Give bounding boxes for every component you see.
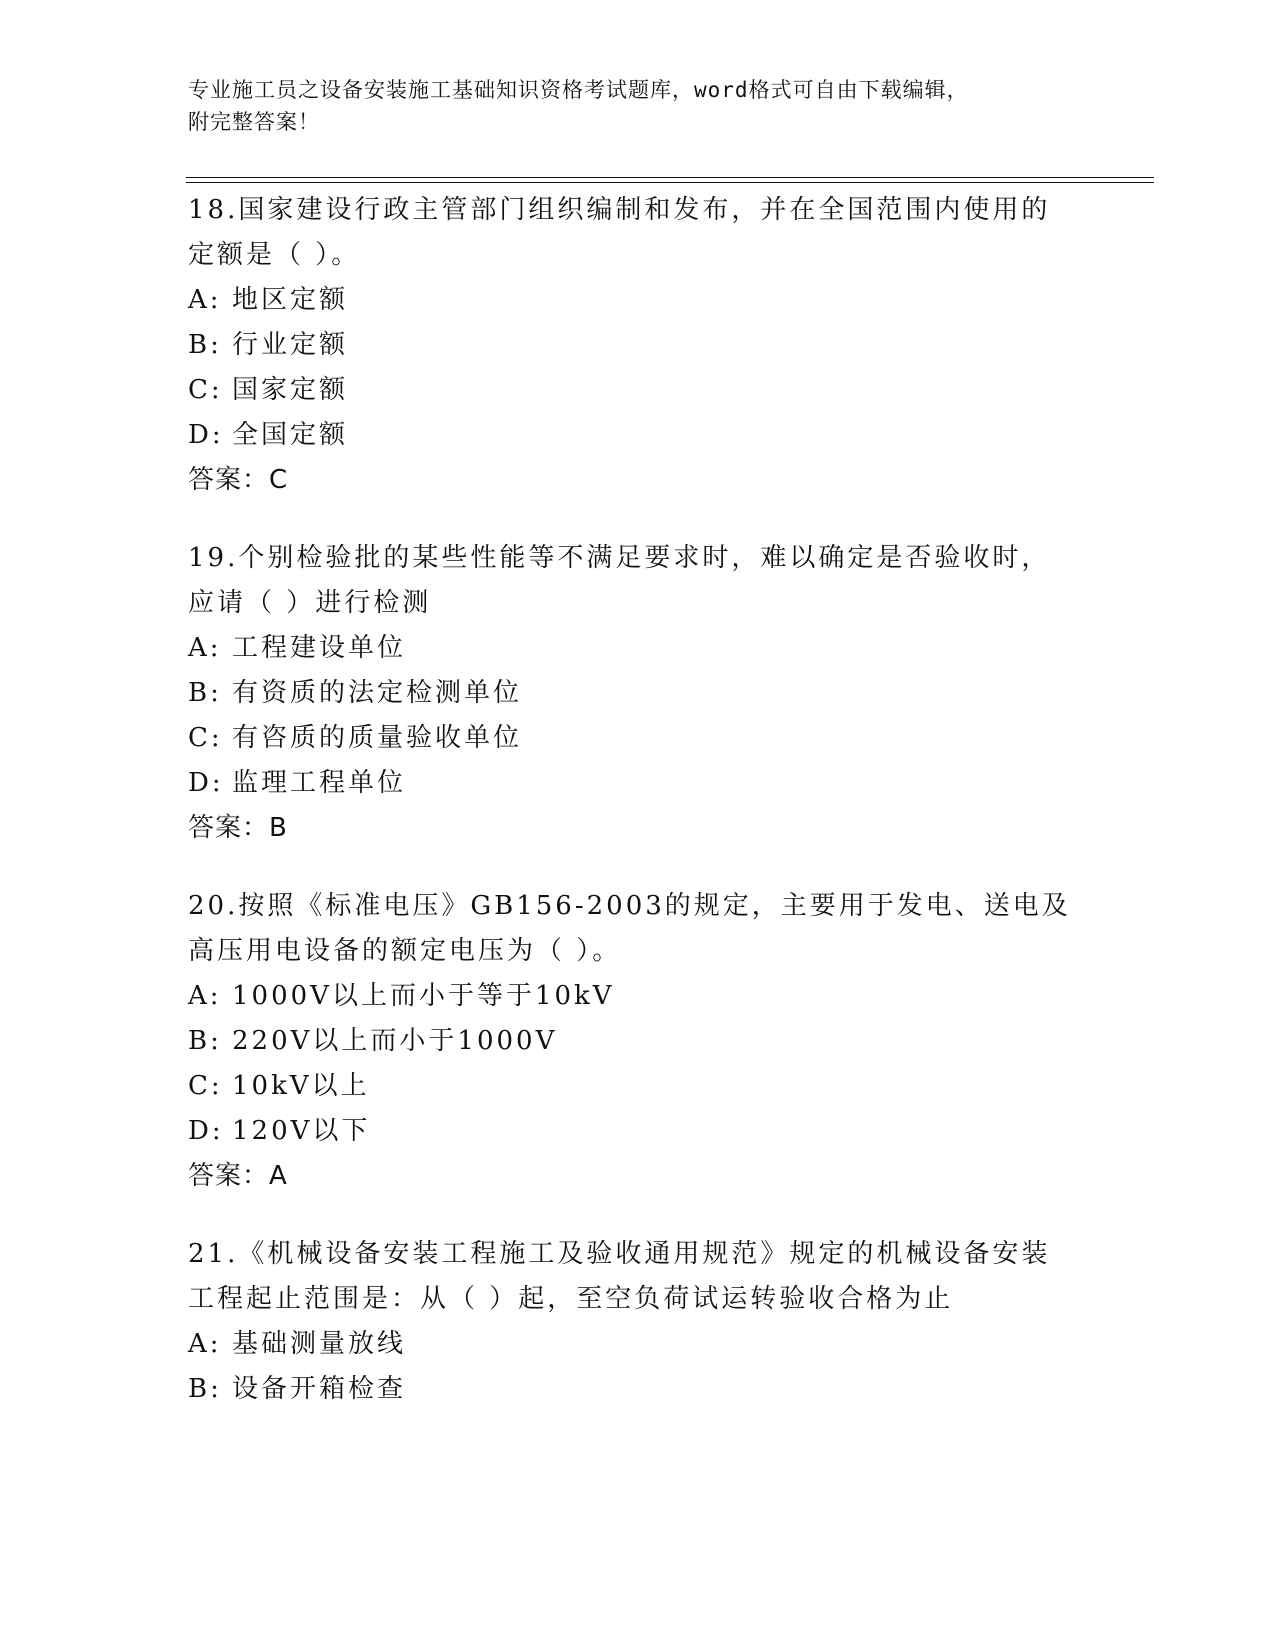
option-key: D: xyxy=(188,1116,224,1146)
option-key: D: xyxy=(188,420,224,450)
option-key: C: xyxy=(188,375,223,405)
option-text: 120V以下 xyxy=(232,1116,371,1146)
option-d xyxy=(188,413,1088,458)
option-text: 监理工程单位 xyxy=(232,768,407,798)
option-key: D: xyxy=(188,768,224,798)
option-c xyxy=(188,1064,1088,1109)
option-text: 行业定额 xyxy=(232,330,349,360)
question-20 xyxy=(188,884,1088,1199)
option-text: 10kV以上 xyxy=(232,1071,370,1101)
question-stem: 20.按照《标准电压》GB156-2003的规定，主要用于发电、送电及高压用电设备的额定电压为（ ）。 xyxy=(188,891,1071,966)
option-text: 国家定额 xyxy=(232,375,349,405)
option-b xyxy=(188,671,1088,716)
question-19 xyxy=(188,536,1088,851)
option-a xyxy=(188,1322,1088,1367)
option-key: A: xyxy=(188,285,222,315)
option-key: A: xyxy=(188,981,222,1011)
option-text: 220V以上而小于1000V xyxy=(232,1026,558,1056)
header-divider-bottom xyxy=(186,182,1154,183)
option-text: 地区定额 xyxy=(232,285,349,315)
option-b xyxy=(188,1367,1088,1412)
option-key: B: xyxy=(188,1374,222,1404)
question-stem: 21.《机械设备安装工程施工及验收通用规范》规定的机械设备安装工程起止范围是：从（ ）起，至空负荷试运转验收合格为止 xyxy=(188,1239,1051,1314)
question-21 xyxy=(188,1232,1088,1412)
option-b xyxy=(188,323,1088,368)
option-key: A: xyxy=(188,633,222,663)
option-a xyxy=(188,974,1088,1019)
answer-line: 答案：B xyxy=(188,813,288,843)
header-line-1: 专业施工员之设备安装施工基础知识资格考试题库，word格式可自由下载编辑， xyxy=(188,78,969,102)
option-text: 基础测量放线 xyxy=(232,1329,407,1359)
question-stem: 19.个别检验批的某些性能等不满足要求时，难以确定是否验收时，应请（ ）进行检测 xyxy=(188,543,1051,618)
answer-line: 答案：A xyxy=(188,1161,288,1191)
option-a xyxy=(188,278,1088,323)
option-key: B: xyxy=(188,1026,222,1056)
option-key: C: xyxy=(188,723,223,753)
option-text: 有咨质的质量验收单位 xyxy=(232,723,523,753)
question-list xyxy=(188,188,1088,1445)
option-d xyxy=(188,1109,1088,1154)
header-divider-top xyxy=(186,177,1154,178)
option-c xyxy=(188,716,1088,761)
option-key: B: xyxy=(188,678,222,708)
option-text: 设备开箱检查 xyxy=(232,1374,407,1404)
option-text: 工程建设单位 xyxy=(232,633,407,663)
option-key: C: xyxy=(188,1071,223,1101)
option-d xyxy=(188,761,1088,806)
option-a xyxy=(188,626,1088,671)
option-b xyxy=(188,1019,1088,1064)
answer-line: 答案：C xyxy=(188,465,289,495)
option-key: B: xyxy=(188,330,222,360)
question-stem: 18.国家建设行政主管部门组织编制和发布，并在全国范围内使用的定额是（ ）。 xyxy=(188,195,1051,270)
option-c xyxy=(188,368,1088,413)
option-text: 有资质的法定检测单位 xyxy=(232,678,523,708)
option-text: 全国定额 xyxy=(232,420,349,450)
question-18 xyxy=(188,188,1088,503)
option-text: 1000V以上而小于等于10kV xyxy=(232,981,615,1011)
document-header xyxy=(188,74,1068,138)
header-line-2: 附完整答案！ xyxy=(188,110,320,134)
option-key: A: xyxy=(188,1329,222,1359)
